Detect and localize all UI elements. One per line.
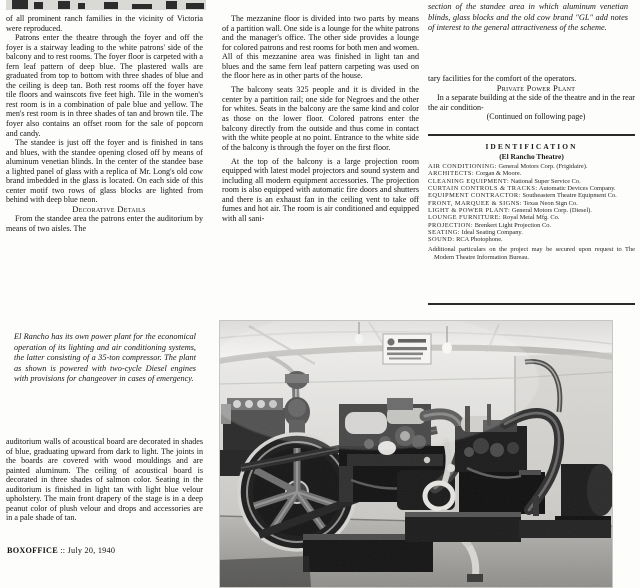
paragraph: The balcony seats 325 people and it is divided in the center by a partition rail; one side for Negroes and the other for whites. Seats in the balcony are the same kind and color as those on the lower floor. Colored patrons enter the balcony directly from the outside and thus come in contact with the white people at no point. Entrance to the white side of the balcony is through the foyer on the first floor. <box>222 85 419 152</box>
section-heading-decorative-details: Decorative Details <box>72 203 146 214</box>
caption-text: El Rancho has its own power plant for the economical operation of its lighting and air conditioning systems, the latter consisting of a 35-ton compressor. The plant as shown is powered with two-cycle Diesel engines with provisions for changeover in cases of emergency. <box>14 332 196 384</box>
identification-category: LOUNGE FURNITURE: <box>428 214 502 222</box>
paragraph: Patrons enter the theatre through the foyer and off the foyer is a stairway leading to the white patrons' side of the balcony and to rest rooms. The foyer floor is carpeted with a fern leaf pattern of deep blue. The plastered walls are graduated from top to bottom with three shades of blue and the ceiling is deep tan. Both rest rooms off the foyer have tile floors and wainscots five feet high. Tile in the women's rest room is in a combination of pale blue and yellow. The men's rest room is in three shades of tan and brown tile. The foyer also contains an offset room for the sale of popcorn and candy. <box>6 33 203 138</box>
paragraph: From the standee area the patrons enter the auditorium by means of two aisles. The <box>6 214 203 234</box>
identification-category: CLEANING EQUIPMENT: <box>428 177 510 185</box>
list-item <box>428 207 635 214</box>
list-item <box>428 163 635 170</box>
identification-category: EQUIPMENT CONTRACTOR: <box>428 192 521 200</box>
identification-value: Texas Neon Sign Co. <box>523 199 578 207</box>
identification-category: SOUND: <box>428 236 455 244</box>
identification-value: Automatic Devices Company. <box>538 185 616 193</box>
photo-caption-power-plant <box>14 332 196 385</box>
identification-note: Additional particulars on the project may be secured upon request to The Modern Theatre Information Bureau. <box>428 246 635 261</box>
paragraph: tary facilities for the comfort of the operators. <box>428 74 577 83</box>
publication-name: BOXOFFICE <box>7 546 58 555</box>
identification-list <box>428 163 635 244</box>
identification-value: General Motors Corp. (Diesel). <box>511 207 592 215</box>
list-item <box>428 214 635 221</box>
identification-value: Southeastern Theatre Equipment Co. <box>522 192 617 200</box>
paragraph: The standee is just off the foyer and is finished in tans and blues, with the standee opening closed off by means of aluminum venetian blinds. In the center of the standee base a lighted panel of glass with a replica of Mr. Long's old cow brand imbedded in the glass is located. On each side of this center motif two rows of glass blocks are lighted from behind with deep blue neon. <box>6 138 203 205</box>
identification-value: Brenkert Light Projection Co. <box>474 221 552 229</box>
list-item <box>428 178 635 185</box>
identification-value: National Super Service Co. <box>510 177 581 185</box>
identification-value: Royal Metal Mfg. Co. <box>502 214 560 222</box>
photo-caption-standee <box>428 2 628 34</box>
list-item <box>428 200 635 207</box>
identification-block <box>428 142 635 261</box>
photo-diesel-power-plant <box>219 320 613 588</box>
list-item <box>428 229 635 236</box>
identification-category: PROJECTION: <box>428 221 474 229</box>
identification-category: LIGHT & POWER PLANT: <box>428 207 511 215</box>
divider-rule-bottom <box>428 303 635 305</box>
identification-value: General Motors Corp. (Frigidaire). <box>498 163 588 170</box>
paragraph: The mezzanine floor is divided into two parts by means of a partition wall. One side is a lounge for the white patrons and the manager's office. The other side provides a lounge for colored patrons and rest rooms for both men and women. All of this mezzanine area was finished in light tan and blues and the same fern leaf pattern carpeting was used on the floor here as in other parts of the house. <box>222 14 419 81</box>
identification-category: ARCHITECTS: <box>428 170 475 178</box>
divider-rule-top <box>428 134 635 136</box>
list-item <box>428 185 635 192</box>
body-column-left-lower <box>6 437 203 523</box>
list-item <box>428 192 635 199</box>
caption-text: section of the standee area in which aluminum venetian blinds, glass blocks and the old cow brand "GL" add notes of interest to the general attractiveness of the scheme. <box>428 2 628 33</box>
identification-category: FRONT, MARQUEE & SIGNS: <box>428 199 523 207</box>
identification-subtitle: (El Rancho Theatre) <box>499 152 564 161</box>
list-item <box>428 236 635 243</box>
identification-category: SEATING: <box>428 229 461 237</box>
issue-date: July 20, 1940 <box>67 546 116 555</box>
paragraph: of all prominent ranch families in the vicinity of Victoria were reproduced. <box>6 14 203 33</box>
continued-notice: (Continued on following page) <box>486 112 586 122</box>
section-heading-private-power-plant: Private Power Plant <box>496 82 576 93</box>
paragraph: auditorium walls of acoustical board are decorated in shades of blue, graduating upward from dark to light. The joints in the boards are covered with wood mouldings and are painted aluminum. The ceiling of acoustical board is decorated in three shades of salmon color. Seating in the auditorium is finished in light tan with light blue velour upholstery. The main front drapery of the stage is in a deep peanut color of plush velour and drops and accessories are in a pale shade of tan. <box>6 437 203 523</box>
paragraph: At the top of the balcony is a large projection room equipped with latest model projectors and sound system and including all modern equipment accessories. The projection room is also equipped with automatic fire doors and shutters and there is an exhaust fan in the ceiling vent to take off fumes and hot air. The room is air conditioned and equipped with all sani- <box>222 156 419 223</box>
footer-separator: :: <box>60 546 66 555</box>
paragraph: In a separate building at the side of the theatre and in the rear the air condition- <box>428 93 635 112</box>
list-item <box>428 222 635 229</box>
identification-title: IDENTIFICATION <box>485 142 578 151</box>
identification-value: RCA Photophone. <box>456 236 503 244</box>
identification-category: AIR CONDITIONING: <box>428 163 497 170</box>
body-column-right <box>428 74 635 122</box>
body-column-middle <box>222 14 419 223</box>
page-footer <box>7 546 115 555</box>
list-item <box>428 170 635 177</box>
identification-category: CURTAIN CONTROLS & TRACKS: <box>428 185 538 193</box>
identification-value: Corgan & Moore. <box>475 170 522 178</box>
identification-value: Ideal Seating Company. <box>461 229 523 237</box>
cropped-photo-sliver <box>6 0 206 10</box>
body-column-left <box>6 14 203 234</box>
